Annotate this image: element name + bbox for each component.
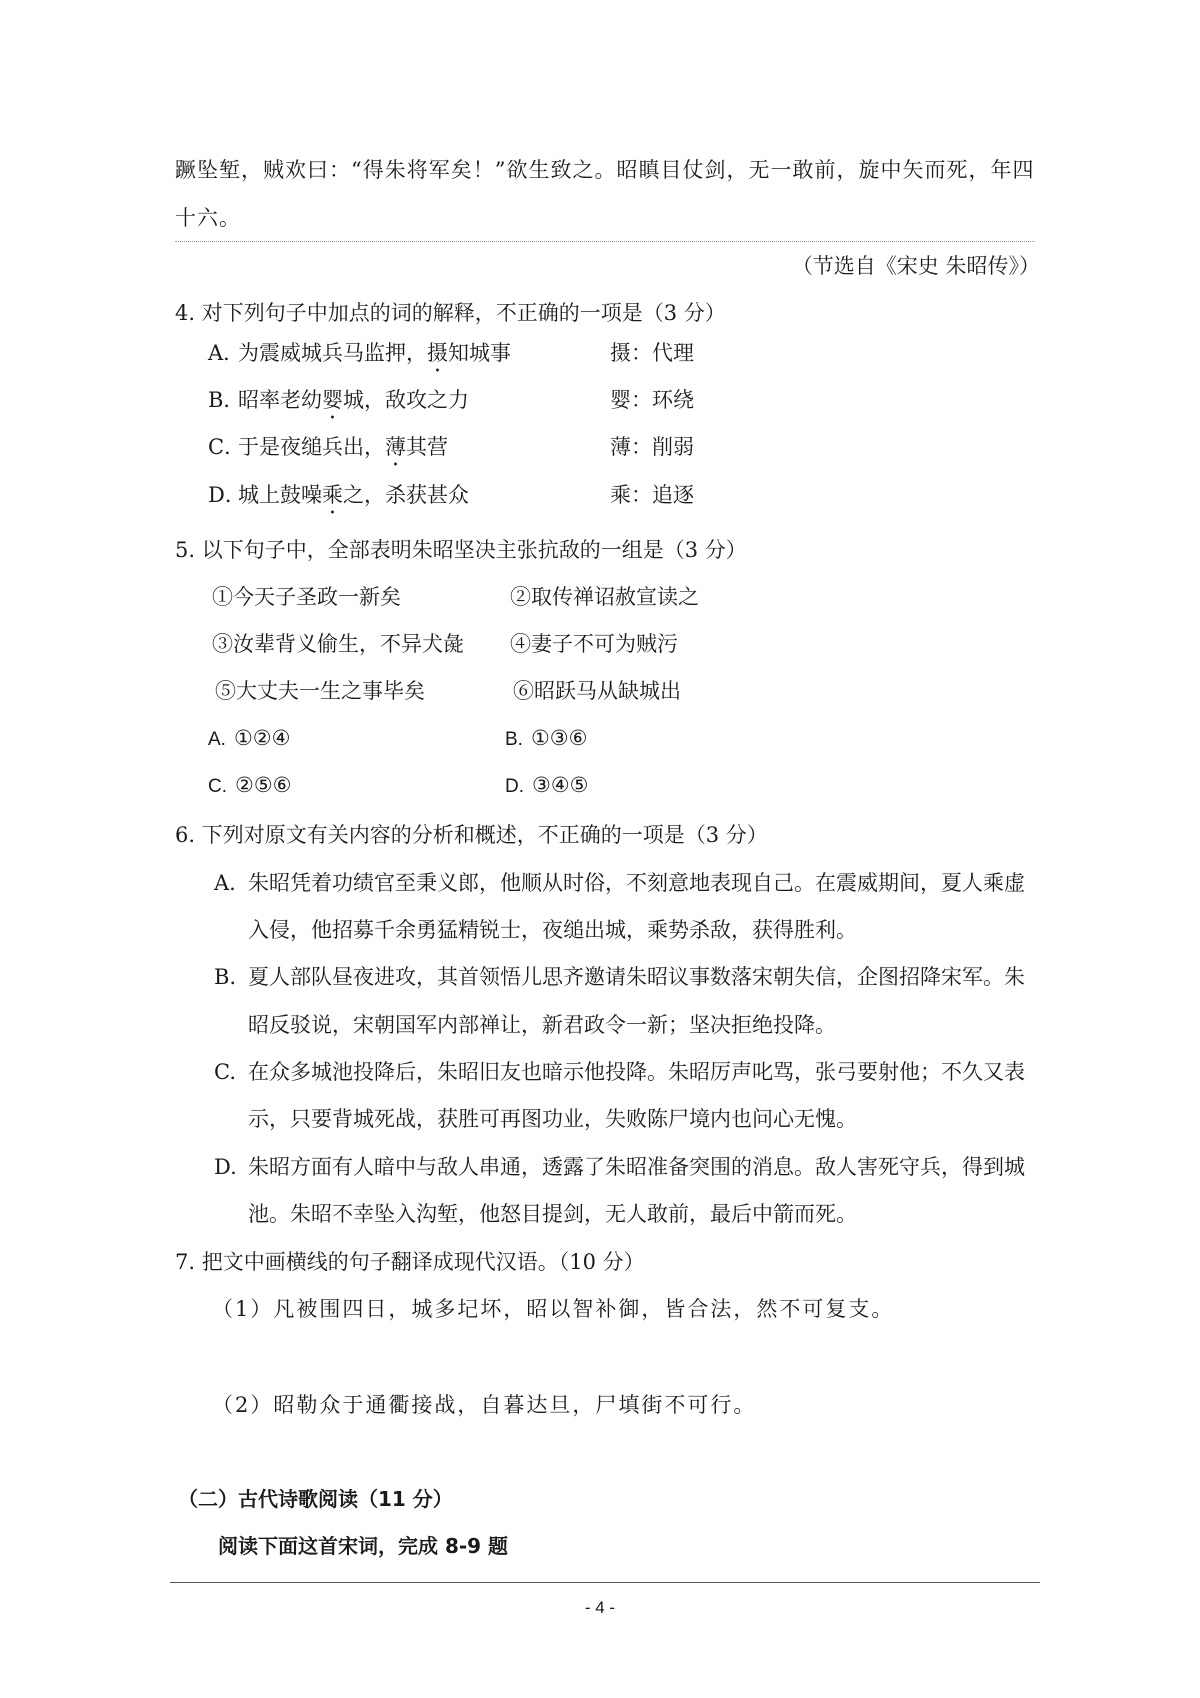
passage-line-1: 蹶坠堑，贼欢曰：“得朱将军矣！”欲生致之。昭瞋目仗剑，无一敢前，旋中矢而死，年四 [175,158,1035,182]
q5-choice-c [208,770,291,802]
q6-option-c-line-1 [214,1057,1025,1087]
option-label: C. [214,1060,236,1084]
choice-text: ②⑤⑥ [235,773,292,797]
q4-option-b [208,385,694,415]
q4-option-c [208,432,694,462]
q5-choice-b [505,723,587,755]
option-label: D. [214,1155,237,1179]
q6-option-a-line-1 [214,868,1025,898]
q5-item-3: ③汝辈背义偷生，不异犬彘 [212,632,464,656]
footer-rule [170,1582,1040,1583]
option-text: 在众多城池投降后，朱昭旧友也暗示他投降。朱昭厉声叱骂，张弓要射他；不久又表 [248,1060,1025,1084]
q4-option-a [208,338,694,368]
q5-item-5: ⑤大丈夫一生之事毕矣 [215,679,425,703]
q6-option-c-line-2: 示，只要背城死战，获胜可再图功业，失败陈尸境内也问心无愧。 [248,1107,857,1131]
option-label: D． [208,483,246,507]
q5-item-1: ①今天子圣政一新矣 [212,585,401,609]
choice-label: A. [208,729,226,750]
q7-stem: 7. 把文中画横线的句子翻译成现代汉语。（10 分） [175,1250,645,1274]
section-2-instruction: 阅读下面这首宋词，完成 8-9 题 [218,1534,509,1558]
option-label: A． [208,341,245,365]
option-label: A. [214,871,236,895]
q6-stem: 6. 下列对原文有关内容的分析和概述，不正确的一项是（3 分） [175,823,768,847]
q4-option-d [208,480,694,510]
dotted-word: 乘 [322,483,343,507]
q5-item-2: ②取传禅诏赦宣读之 [510,585,699,609]
q7-sentence-2: （2）昭勒众于通衢接战，自暮达旦，尸填街不可行。 [212,1393,757,1417]
section-2-title: （二）古代诗歌阅读（11 分） [178,1487,453,1511]
choice-text: ①③⑥ [530,726,588,750]
passage-source: （节选自《宋史 朱昭传》） [791,254,1040,278]
option-explanation: 摄：代理 [610,341,694,365]
option-label: B. [214,965,237,989]
q7-sentence-1: （1）凡被围四日，城多圮坏，昭以智补御，皆合法，然不可复支。 [212,1297,895,1321]
q5-choice-a [208,723,290,755]
option-text: 夏人部队昼夜进攻，其首领悟儿思齐邀请朱昭议事数落宋朝失信，企图招降宋军。朱 [248,965,1025,989]
q6-option-b-line-2: 昭反驳说，宋朝国军内部禅让，新君政令一新；坚决拒绝投降。 [248,1013,836,1037]
option-text: 为震威城兵马监押， [238,341,427,365]
q6-option-b-line-1 [214,962,1025,992]
q5-choice-d [505,770,588,802]
option-text: 昭率老幼 [238,388,322,412]
option-text: 于是夜缒兵出， [238,435,385,459]
option-text: 知城事 [448,341,511,365]
q5-stem: 5. 以下句子中，全部表明朱昭坚决主张抗敌的一组是（3 分） [175,538,747,562]
passage-line-2: 十六。 [175,206,241,230]
option-text: 城上鼓噪 [238,483,322,507]
choice-text: ①②④ [233,726,291,750]
option-text: 之，杀获甚众 [343,483,469,507]
page-number: - 4 - [584,1598,616,1617]
option-text: 其营 [406,435,448,459]
choice-text: ③④⑤ [532,773,589,797]
choice-label: B. [505,729,523,750]
choice-label: D. [505,776,524,797]
option-label: C． [208,435,246,459]
dotted-word: 婴 [322,388,343,412]
dotted-word: 薄 [385,435,406,459]
option-text: 朱昭方面有人暗中与敌人串通，透露了朱昭准备突围的消息。敌人害死守兵，得到城 [248,1155,1025,1179]
q6-option-d-line-1 [214,1152,1025,1182]
q6-option-a-line-2: 入侵，他招募千余勇猛精锐士，夜缒出城，乘势杀敌，获得胜利。 [248,918,857,942]
option-explanation: 薄：削弱 [610,435,694,459]
q5-item-6: ⑥昭跃马从缺城出 [513,679,681,703]
q5-item-4: ④妻子不可为贼污 [510,632,678,656]
option-text: 朱昭凭着功绩官至秉义郎，他顺从时俗，不刻意地表现自己。在震威期间，夏人乘虚 [248,871,1025,895]
option-explanation: 乘：追逐 [610,483,694,507]
option-label: B． [208,388,245,412]
option-text: 城，敌攻之力 [343,388,469,412]
choice-label: C. [208,776,227,797]
q4-stem: 4. 对下列句子中加点的词的解释，不正确的一项是（3 分） [175,301,726,325]
option-explanation: 婴：环绕 [610,388,694,412]
dotted-word: 摄 [427,341,448,365]
q6-option-d-line-2: 池。朱昭不幸坠入沟堑，他怒目提剑，无人敢前，最后中箭而死。 [248,1202,857,1226]
passage-divider [175,241,1035,242]
